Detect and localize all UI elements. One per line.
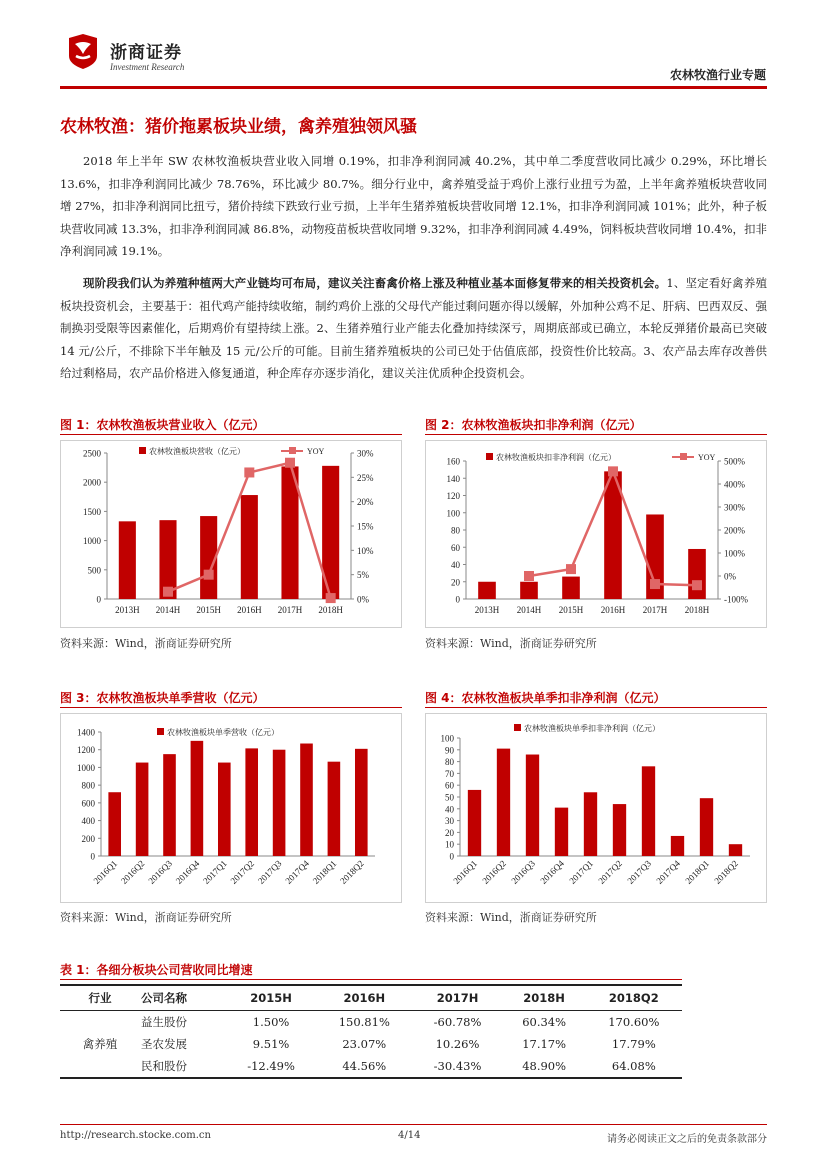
footer-disclaimer: 请务必阅读正文之后的免责条款部分 [607, 1134, 767, 1145]
table-header-cell: 2016H [316, 985, 412, 1011]
y-tick-label: 800 [81, 780, 95, 791]
footer-divider [60, 1124, 767, 1125]
legend-line-label: YOY [698, 453, 716, 462]
x-tick-label: 2017Q4 [654, 858, 682, 886]
table-cell: 17.79% [611, 1037, 656, 1051]
table-cell: -30.43% [412, 1055, 502, 1078]
y-tick-label: 30 [445, 816, 454, 827]
y-tick-label: 1500 [83, 506, 101, 517]
figure-2-title: 图 2：农林牧渔板块扣非净利润（亿元） [425, 418, 642, 432]
chart-2-profit [426, 441, 766, 627]
y-tick-label: 1000 [77, 762, 95, 773]
table-header-cell: 2015H [226, 985, 316, 1011]
x-tick-label: 2017Q1 [567, 858, 595, 886]
table-cell: 9.51% [252, 1037, 290, 1051]
table-cell: 民和股份 [140, 1055, 226, 1078]
bar [328, 762, 341, 856]
y-tick-label: 0 [96, 594, 101, 605]
yoy-marker [524, 571, 534, 581]
bar [119, 521, 136, 599]
x-tick-label: 2014H [155, 605, 181, 615]
figure-4-source: 资料来源：Wind，浙商证券研究所 [425, 911, 597, 924]
paragraph-outlook [60, 272, 767, 385]
y-tick-label: 1000 [83, 536, 101, 547]
x-tick-label: 2015H [196, 605, 221, 615]
table-header-row [60, 985, 682, 1011]
yoy-marker [204, 570, 214, 580]
y-tick-label-right: 25% [357, 472, 374, 483]
legend-line-marker [289, 447, 296, 454]
figure-4-title: 图 4：农林牧渔板块单季扣非净利润（亿元） [425, 691, 666, 705]
x-tick-label: 2018H [318, 605, 343, 615]
chart-1-frame [60, 440, 402, 628]
table-1-rule [60, 979, 682, 980]
x-tick-label: 2018Q2 [712, 858, 740, 886]
figure-1-source: 资料来源：Wind，浙商证券研究所 [60, 637, 232, 650]
yoy-marker [650, 579, 660, 589]
yoy-marker [163, 587, 173, 597]
y-tick-label-right: 200% [724, 525, 745, 536]
figure-3-title: 图 3：农林牧渔板块单季营收（亿元） [60, 691, 265, 705]
table-header-cell: 2017H [412, 985, 502, 1011]
y-tick-label: 40 [445, 804, 454, 815]
x-tick-label: 2017Q2 [228, 858, 257, 886]
x-tick-label: 2018H [684, 605, 710, 615]
y-tick-label-right: 5% [357, 570, 369, 581]
y-tick-label-right: 400% [724, 479, 745, 490]
legend-line-marker [680, 453, 687, 460]
y-tick-label-right: 15% [357, 521, 374, 532]
legend-bar-label: 农林牧渔板块单季营收（亿元） [167, 728, 279, 737]
y-tick-label: 0 [455, 594, 460, 605]
y-tick-label: 90 [445, 745, 454, 756]
y-tick-label: 100 [446, 508, 460, 519]
chart-1-revenue [61, 441, 401, 627]
y-tick-label: 500 [87, 565, 101, 576]
x-tick-label: 2013H [115, 605, 140, 615]
chart-3-frame [60, 713, 402, 903]
bar [136, 763, 149, 856]
bar [700, 798, 713, 856]
legend-bar-swatch [514, 724, 521, 731]
table-cell: 60.34% [522, 1015, 567, 1029]
section-title: 农林牧渔：猪价拖累板块业绩，禽养殖独领风骚 [60, 117, 417, 137]
y-tick-label: 120 [446, 491, 460, 501]
legend-bar-swatch [486, 453, 493, 460]
page-number: 4/14 [398, 1130, 421, 1141]
y-tick-label-right: 500% [724, 456, 745, 467]
bar [218, 763, 231, 856]
bar [642, 766, 655, 856]
y-tick-label: 60 [451, 542, 460, 553]
table-header-cell: 行业 [60, 985, 140, 1011]
x-tick-label: 2014H [516, 605, 542, 615]
outlook-highlight: 现阶段我们认为养殖种植两大产业链均可布局，建议关注畜禽价格上涨及种植业基本面修复带来的相关投资机会。 [83, 276, 667, 290]
bar [108, 792, 121, 856]
x-tick-label: 2016Q1 [91, 858, 120, 886]
bar [555, 808, 568, 856]
figure-3-rule [60, 707, 402, 708]
x-tick-label: 2018Q1 [683, 858, 711, 886]
header-divider [60, 86, 767, 89]
y-tick-label: 50 [445, 792, 454, 803]
legend-bar-label: 农林牧渔板块扣非净利润（亿元） [496, 453, 616, 462]
yoy-marker [326, 593, 336, 603]
y-tick-label: 20 [445, 827, 454, 838]
table-cell: 23.07% [342, 1037, 387, 1051]
x-tick-label: 2016H [600, 605, 626, 615]
x-tick-label: 2017Q3 [625, 858, 653, 886]
y-tick-label-right: 30% [357, 448, 374, 459]
x-tick-label: 2017H [642, 605, 668, 615]
yoy-marker [566, 564, 576, 574]
legend-line-label: YOY [307, 447, 325, 456]
x-tick-label: 2016Q2 [118, 858, 147, 886]
outlook-detail: 1、坚定看好禽养殖板块投资机会，主要基于：祖代鸡产能持续收缩，制约鸡价上涨的父母代产能过剩问题亦得以缓解，外加种公鸡不足、肝病、巴西双反、强制换羽受限等因素催化，后期鸡价有望持续上涨。2、生猪养殖行业产能去化叠加持续深亏，周期底部或已确立，本轮反弹猪价最高已突破 14 元/公斤，不排除下半年触及 15 元/公斤的可能。目前生猪养殖板块的公司已处于估值底部，投资性价比较高。3、农产品去库存改善供给过剩格局，农产品价格进入修复通道，种企库存亦逐步消化，建议关注优质种企投资机会。 [60, 276, 767, 380]
chart-4-quarterly-profit [426, 714, 766, 902]
logo-english-name: Investment Research [110, 62, 185, 72]
growth-table [60, 984, 682, 1079]
footer-url[interactable]: http://research.stocke.com.cn [60, 1130, 211, 1141]
x-tick-label: 2018Q2 [338, 858, 366, 886]
y-tick-label: 140 [446, 473, 460, 484]
legend-bar-swatch [139, 447, 146, 454]
yoy-marker [285, 458, 295, 468]
x-tick-label: 2017Q3 [255, 858, 284, 886]
y-tick-label: 1200 [77, 745, 95, 756]
x-tick-label: 2016Q1 [451, 858, 479, 886]
figure-3-source: 资料来源：Wind，浙商证券研究所 [60, 911, 232, 924]
figure-2-rule [425, 434, 767, 435]
table-cell: 48.90% [503, 1055, 586, 1078]
table-header-cell: 公司名称 [140, 985, 226, 1011]
bar [584, 792, 597, 856]
table-header-cell: 2018Q2 [586, 985, 682, 1011]
bar [562, 577, 580, 599]
chart-4-frame [425, 713, 767, 903]
bar [613, 804, 626, 856]
bar [355, 749, 368, 856]
y-tick-label: 600 [81, 798, 95, 809]
y-tick-label-right: 300% [724, 502, 745, 513]
y-tick-label: 60 [445, 780, 454, 791]
bar [729, 844, 742, 856]
y-tick-label: 2000 [83, 477, 101, 488]
y-tick-label: 0 [449, 851, 454, 862]
y-tick-label: 80 [451, 525, 460, 536]
table-cell: -60.78% [433, 1015, 482, 1029]
y-tick-label: 80 [445, 757, 454, 768]
y-tick-label: 2500 [83, 448, 101, 459]
figure-2-source: 资料来源：Wind，浙商证券研究所 [425, 637, 597, 650]
table-cell: 64.08% [586, 1055, 682, 1078]
bar [300, 744, 313, 856]
y-tick-label-right: 0% [357, 594, 369, 605]
table-row [60, 1055, 682, 1078]
table-group-cell: 禽养殖 [60, 1011, 140, 1079]
y-tick-label: 160 [446, 456, 460, 467]
table-row [60, 1011, 682, 1034]
yoy-marker [608, 466, 618, 476]
table-cell: 10.26% [435, 1037, 480, 1051]
paragraph-summary: 2018 年上半年 SW 农林牧渔板块营业收入同增 0.19%，扣非净利润同减 40.2%，其中单二季度营收同比减少 0.29%，环比增长 13.6%，扣非净利润同比减少 78.76%，环比减少 80.7%。细分行业中，禽养殖受益于鸡价上涨行业扭亏为盈，上半年禽养殖板块营收同增 27%，扣非净利润同比扭亏，猪价持续下跌致行业亏损，上半年生猪养殖板块营收同增 12.1%，扣非净利润同减 101%；此外，种子板块营收同减 13.3%，扣非净利润同减 86.8%，动物疫苗板块营收同增 9.32%，扣非净利润同减 4.49%，饲料板块营收同增 10.4%，扣非净利润同减 19.1%。 [60, 154, 767, 258]
legend-bar-label: 农林牧渔板块单季扣非净利润（亿元） [524, 724, 660, 733]
y-tick-label: 400 [81, 816, 95, 827]
y-tick-label-right: 0% [724, 571, 736, 582]
x-tick-label: 2017Q4 [283, 858, 311, 886]
y-tick-label: 1400 [77, 727, 95, 738]
y-tick-label-right: 10% [357, 545, 374, 556]
x-tick-label: 2013H [474, 605, 500, 615]
table-cell: 170.60% [608, 1015, 660, 1029]
x-tick-label: 2016Q4 [173, 858, 202, 886]
bar [497, 749, 510, 856]
figure-1-title: 图 1：农林牧渔板块营业收入（亿元） [60, 418, 265, 432]
bar [191, 741, 204, 856]
x-tick-label: 2016Q3 [509, 858, 537, 886]
figure-1-rule [60, 434, 402, 435]
bar [245, 748, 258, 856]
bar [468, 790, 481, 856]
table-row [60, 1033, 682, 1055]
table-cell: 17.17% [522, 1037, 567, 1051]
x-tick-label: 2016Q2 [480, 858, 508, 886]
table-cell: -12.49% [226, 1055, 316, 1078]
chart-2-frame [425, 440, 767, 628]
y-tick-label: 40 [451, 560, 460, 570]
y-tick-label-right: 20% [357, 497, 374, 508]
x-tick-label: 2016H [237, 605, 262, 615]
yoy-marker [692, 580, 702, 590]
bar [671, 836, 684, 856]
bar [520, 582, 538, 599]
table-1-title: 表 1：各细分板块公司营收同比增速 [60, 963, 253, 977]
legend-bar-swatch [157, 728, 164, 735]
x-tick-label: 2017H [277, 605, 303, 615]
y-tick-label: 100 [440, 733, 454, 744]
logo-chinese-name: 浙商证券 [110, 43, 182, 63]
x-tick-label: 2018Q1 [310, 858, 339, 886]
yoy-marker [244, 467, 254, 477]
bar [241, 495, 258, 599]
y-tick-label: 10 [445, 839, 454, 850]
x-tick-label: 2016Q4 [538, 858, 566, 886]
table-cell: 44.56% [316, 1055, 412, 1078]
bar [273, 750, 286, 856]
table-cell: 1.50% [252, 1015, 290, 1029]
broker-logo-icon [64, 32, 102, 70]
y-tick-label: 20 [451, 577, 460, 588]
table-cell: 圣农发展 [141, 1037, 187, 1051]
table-header-cell: 2018H [503, 985, 586, 1011]
y-tick-label: 0 [90, 851, 95, 862]
table-cell: 益生股份 [141, 1015, 187, 1029]
bar [688, 549, 706, 599]
table-cell: 150.81% [338, 1015, 390, 1029]
y-tick-label: 200 [81, 833, 95, 844]
y-tick-label: 70 [445, 768, 454, 779]
x-tick-label: 2017Q1 [201, 858, 229, 886]
chart-3-quarterly-revenue [61, 714, 401, 902]
bar [526, 755, 539, 856]
bar [478, 582, 496, 599]
report-category: 农林牧渔行业专题 [669, 68, 766, 82]
y-tick-label-right: -100% [724, 594, 748, 605]
bar [163, 754, 176, 856]
figure-4-rule [425, 707, 767, 708]
x-tick-label: 2017Q2 [596, 858, 624, 886]
x-tick-label: 2016Q3 [146, 858, 174, 886]
x-tick-label: 2015H [558, 605, 584, 615]
y-tick-label-right: 100% [724, 548, 745, 559]
legend-bar-label: 农林牧渔板块营收（亿元） [149, 447, 245, 456]
